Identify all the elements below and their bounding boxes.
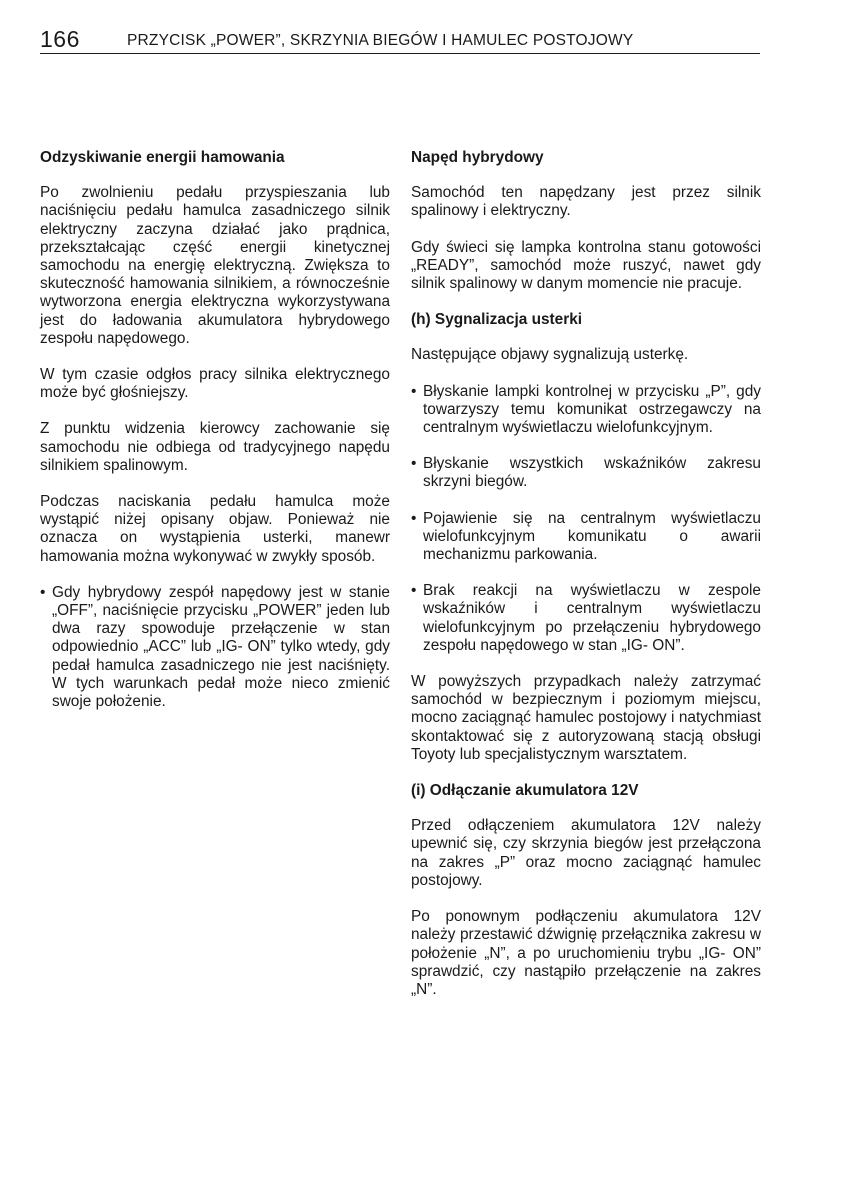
section-heading-hybrid-drive: Napęd hybrydowy [411,149,544,166]
bullet-dot: • [411,582,417,600]
paragraph: Samochód ten napędzany jest przez silnik spalinowy i elektryczny. [411,184,761,220]
bullet-text: Brak reakcji na wyświetlaczu w zespole wskaźników i centralnym wyświetlaczu wielofunkcyjnym po przełączeniu hybrydowego zespołu napędowego w stan „IG- ON”. [423,582,761,654]
paragraph: Gdy świeci się lampka kontrolna stanu gotowości „READY”, samochód może ruszyć, nawet gdy silnik spalinowy w danym momencie nie pracuje. [411,238,761,293]
section-heading-fault-signaling: (h) Sygnalizacja usterki [411,311,583,329]
paragraph: Po ponownym podłączeniu akumulatora 12V należy przestawić dźwignię przełącznika zakresu w położenie „N”, a po uruchomieniu trybu „IG- ON” sprawdzić, czy nastąpiło przełączenie na zakres „N”. [411,908,761,998]
bullet-dot: • [411,382,417,400]
bullet-item [411,510,761,565]
paragraph: Z punktu widzenia kierowcy zachowanie się samochodu nie odbiega od tradycyjnego napędu silnikiem spalinowym. [40,420,390,474]
bullet-dot: • [411,455,417,473]
header-rule [40,53,760,54]
page-header [40,26,760,52]
bullet-text: Błyskanie lampki kontrolnej w przycisku „P”, gdy towarzyszy temu komunikat ostrzegawczy na centralnym wyświetlaczu wielofunkcyjnym. [423,382,761,437]
section-heading-regenerative-braking: Odzyskiwanie energii hamowania [40,149,285,166]
bullet-text: Gdy hybrydowy zespół napędowy jest w stanie „OFF”, naciśnięcie przycisku „POWER” jeden lub dwa razy spowoduje przełączenie w stan odpowiednio „ACC” lub „IG- ON” tylko wtedy, gdy pedał hamulca zasadniczego nie jest naciśnięty. W tych warunkach pedał może nieco zmienić swoje położenie. [52,583,390,711]
left-column [40,149,390,729]
paragraph: W tym czasie odgłos pracy silnika elektrycznego może być głośniejszy. [40,366,390,402]
bullet-text: Pojawienie się na centralnym wyświetlaczu wielofunkcyjnym komunikatu o awarii mechanizmu parkowania. [423,509,761,564]
page-number: 166 [40,26,80,52]
section-heading-battery-disconnect: (i) Odłączanie akumulatora 12V [411,782,639,800]
bullet-text: Błyskanie wszystkich wskaźników zakresu skrzyni biegów. [423,455,761,491]
paragraph: Podczas naciskania pedału hamulca może wystąpić niżej opisany objaw. Ponieważ nie oznacza on wystąpienia usterki, manewr hamowania można wykonywać w zwykły sposób. [40,493,390,565]
bullet-item [411,455,761,491]
right-column [411,149,761,1017]
bullet-item [411,383,761,438]
paragraph: Przed odłączeniem akumulatora 12V należy upewnić się, czy skrzynia biegów jest przełączona na zakres „P” oraz mocno zaciągnąć hamulec postojowy. [411,817,761,889]
running-title: PRZYCISK „POWER”, SKRZYNIA BIEGÓW I HAMULEC POSTOJOWY [127,32,634,49]
bullet-item [411,582,761,655]
paragraph: Po zwolnieniu pedału przyspieszania lub naciśnięciu pedału hamulca zasadniczego silnik elektryczny zaczyna działać jako prądnica, przekształcając część energii kinetycznej samochodu na energię elektryczną. Zwiększa to skuteczność hamowania silnikiem, a równocześnie wytworzona energia elektryczna wykorzystywana jest do ładowania akumulatora hybrydowego zespołu napędowego. [40,184,390,347]
paragraph: W powyższych przypadkach należy zatrzymać samochód w bezpiecznym i poziomym miejscu, mocno zaciągnąć hamulec postojowy i natychmiast skontaktować się z autoryzowaną stacją obsługi Toyoty lub specjalistycznym warsztatem. [411,673,761,763]
paragraph: Następujące objawy sygnalizują usterkę. [411,346,689,364]
bullet-item [40,584,390,711]
bullet-dot: • [411,509,417,527]
bullet-dot: • [40,583,46,601]
